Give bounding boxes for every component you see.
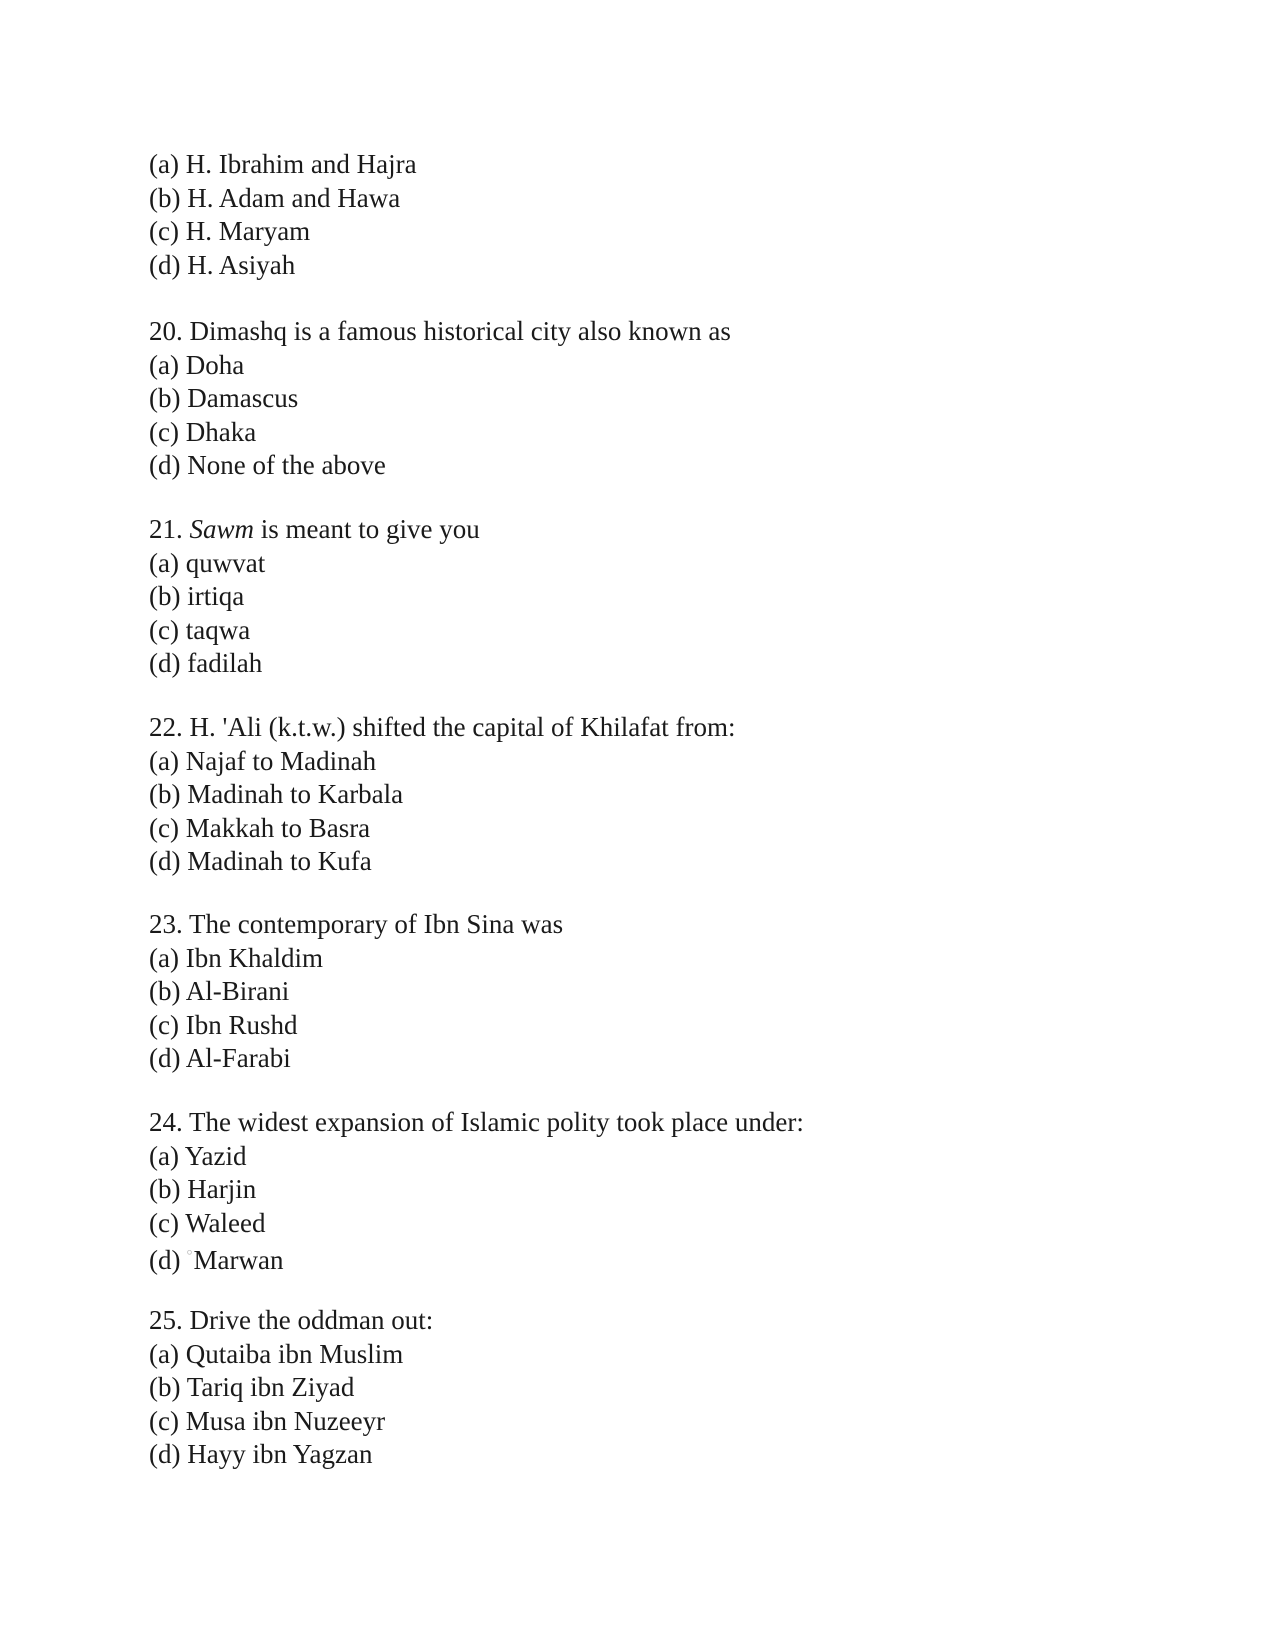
option-label: (c) [149,216,179,246]
question-number: 23. [149,909,183,939]
option-text: taqwa [185,614,251,645]
option-text: Ibn Khaldim [185,942,323,973]
option-a [149,547,480,581]
option-text: Qutaiba ibn Muslim [185,1338,404,1369]
option-text: Doha [185,349,245,380]
option-b [149,1173,804,1207]
option-b [149,975,563,1009]
option-label: (a) [149,745,179,776]
option-d [149,449,731,483]
option-c [149,614,480,648]
option-label: (b) [149,1174,181,1204]
option-label: (b) [149,581,181,611]
question-text [149,1106,804,1140]
option-label: (c) [149,1009,179,1040]
option-d [149,1042,563,1076]
question-number: 25. [149,1305,183,1335]
option-label: (c) [149,1405,179,1436]
option-text: Dhaka [185,416,257,447]
option-label: (a) [149,1338,179,1369]
option-a [149,1338,433,1372]
question-stem: Dimashq is a famous historical city also known as [189,316,731,346]
option-label: (a) [149,349,179,380]
question-21 [149,513,480,681]
question-20 [149,315,731,483]
question-22 [149,711,735,879]
option-text: Hayy ibn Yagzan [187,1439,373,1469]
option-label: (b) [149,1372,181,1402]
option-label: (b) [149,779,181,809]
question-text [149,711,735,745]
question-number: 20. [149,316,183,346]
option-text: irtiqa [187,581,245,611]
option-a [149,745,735,779]
option-label: (d) [149,846,181,876]
option-d [149,845,735,879]
option-label: (b) [149,182,181,213]
option-text: Najaf to Madinah [185,745,377,776]
option-text: Al-Farabi [185,1043,291,1073]
option-text: Waleed [185,1207,266,1238]
option-d [149,249,417,283]
option-label: (c) [149,1207,179,1238]
option-b [149,1371,433,1405]
option-b [149,580,480,614]
option-text: Madinah to Karbala [187,779,404,809]
option-label: (c) [149,812,179,843]
option-a [149,1140,804,1174]
option-c [149,812,735,846]
option-text: None of the above [187,450,386,480]
option-text: H. Ibrahim and Hajra [185,149,417,179]
option-text: Tariq ibn Ziyad [186,1372,355,1402]
option-text: Damascus [187,383,299,413]
option-d [149,647,480,681]
option-text: Al-Birani [185,976,290,1006]
option-text: H. Asiyah [187,249,296,280]
question-term: Sawm [189,514,255,544]
option-label: (b) [149,976,181,1006]
option-b [149,182,417,216]
option-label: (c) [149,614,179,645]
question-stem: Drive the oddman out: [189,1305,434,1335]
question-23 [149,908,563,1076]
option-label: (a) [149,547,179,578]
question-text [149,315,731,349]
option-text: Yazid [184,1140,247,1171]
option-text: Madinah to Kufa [187,846,372,876]
question-19-options [149,148,417,282]
question-stem: H. 'Ali (k.t.w.) shifted the capital of Khilafat from: [189,712,736,742]
option-c [149,1009,563,1043]
question-stem: is meant to give you [260,514,480,544]
option-a [149,349,731,383]
question-24 [149,1106,804,1274]
option-label: (b) [149,383,181,413]
option-d [149,1240,804,1274]
option-label: (d) [149,450,181,480]
option-text: Musa ibn Nuzeeyr [185,1405,386,1436]
option-text: H. Adam and Hawa [187,182,401,213]
option-c [149,215,417,249]
option-a [149,942,563,976]
option-text: Makkah to Basra [185,812,371,843]
option-a [149,148,417,182]
option-label: (a) [149,149,179,179]
question-text [149,1304,433,1338]
question-stem: The contemporary of Ibn Sina was [189,909,564,939]
option-label: (a) [149,1140,179,1171]
option-text: Marwan [193,1245,284,1275]
option-text: fadilah [187,648,263,678]
option-text: Ibn Rushd [185,1009,298,1040]
question-number: 22. [149,712,183,742]
option-label: (d) [149,1245,181,1275]
option-c [149,1207,804,1241]
question-stem: The widest expansion of Islamic polity took place under: [189,1107,804,1137]
option-label: (c) [149,416,179,447]
option-b [149,778,735,812]
question-text [149,908,563,942]
stray-mark: ° [186,1248,193,1264]
option-label: (d) [149,1439,181,1469]
option-b [149,382,731,416]
option-label: (d) [149,249,181,280]
option-text: H. Maryam [185,216,311,246]
question-number: 21. [149,514,183,544]
option-c [149,1405,433,1439]
option-label: (d) [149,1043,181,1073]
question-text [149,513,480,547]
option-label: (a) [149,942,179,973]
option-text: quwvat [185,547,266,578]
option-c [149,416,731,450]
option-text: Harjin [187,1174,257,1204]
question-number: 24. [149,1107,183,1137]
option-d [149,1438,433,1472]
option-label: (d) [149,648,181,678]
question-25 [149,1304,433,1472]
